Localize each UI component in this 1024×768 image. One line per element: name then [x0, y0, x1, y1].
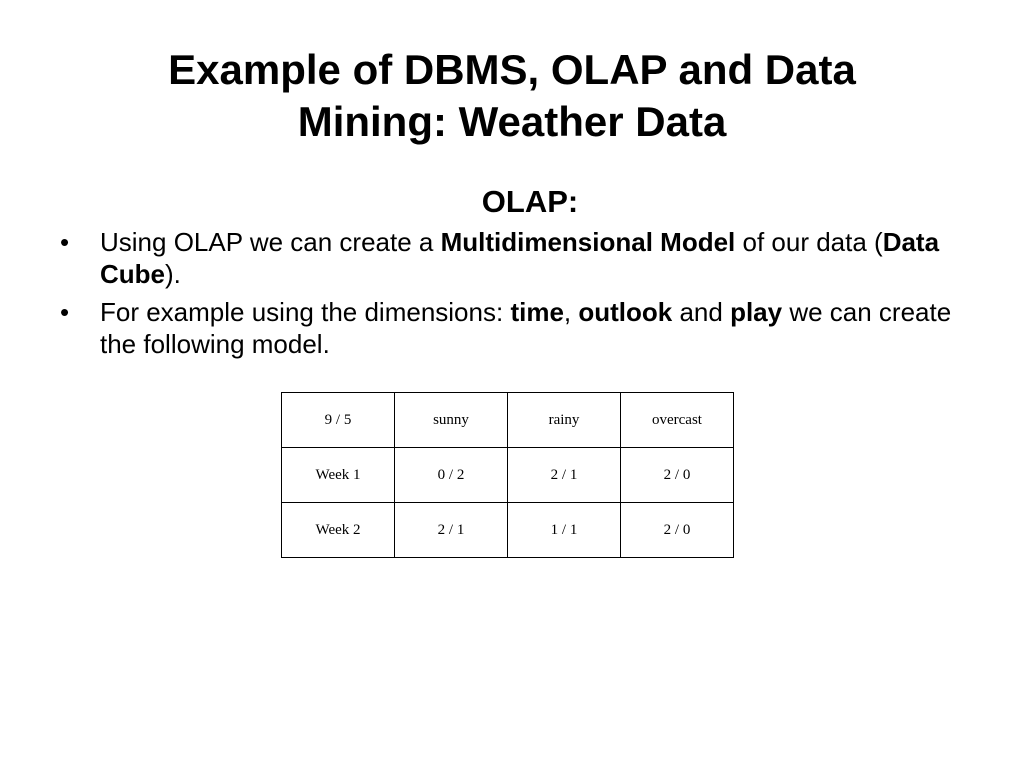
table-header-row: [282, 393, 734, 448]
slide-title-line-2: Mining: Weather Data: [297, 98, 727, 145]
bullet-text: ).: [165, 259, 181, 289]
bullet-item-multidimensional-model: [58, 226, 968, 290]
bullet-marker: •: [60, 297, 70, 327]
bullet-bold-term: time: [510, 297, 564, 327]
table-cell: sunny: [395, 393, 508, 448]
table-cell: Week 1: [282, 448, 395, 503]
bullet-text: ,: [563, 297, 579, 327]
slide-title: [0, 44, 1024, 148]
table-cell: 2 / 0: [621, 503, 734, 558]
table-cell: rainy: [508, 393, 621, 448]
bullet-text: we can create the following model.: [100, 297, 952, 359]
table-cell: 2 / 1: [395, 503, 508, 558]
bullet-text: of our data (: [735, 227, 883, 257]
bullet-bold-term: outlook: [578, 297, 673, 327]
table-row: [282, 448, 734, 503]
data-cube-table: [281, 392, 734, 558]
bullet-item-dimensions: [58, 296, 968, 360]
bullet-text: and: [672, 297, 731, 327]
table-cell: 2 / 0: [621, 448, 734, 503]
table-cell: 9 / 5: [282, 393, 395, 448]
slide-title-line-1: Example of DBMS, OLAP and Data: [168, 46, 856, 93]
bullet-text: For example using the dimensions:: [100, 297, 511, 327]
bullet-bold-term: play: [730, 297, 783, 327]
table-cell: 0 / 2: [395, 448, 508, 503]
bullet-bold-term: Data Cube: [100, 227, 940, 289]
bullet-text: Using OLAP we can create a: [100, 227, 441, 257]
table-row: [282, 503, 734, 558]
table-cell: overcast: [621, 393, 734, 448]
table-cell: 1 / 1: [508, 503, 621, 558]
bullet-marker: •: [60, 227, 70, 257]
table-cell: Week 2: [282, 503, 395, 558]
section-heading: OLAP:: [481, 184, 579, 219]
table-cell: 2 / 1: [508, 448, 621, 503]
bullet-bold-term: Multidimensional Model: [440, 227, 736, 257]
bullet-list: [58, 226, 968, 366]
